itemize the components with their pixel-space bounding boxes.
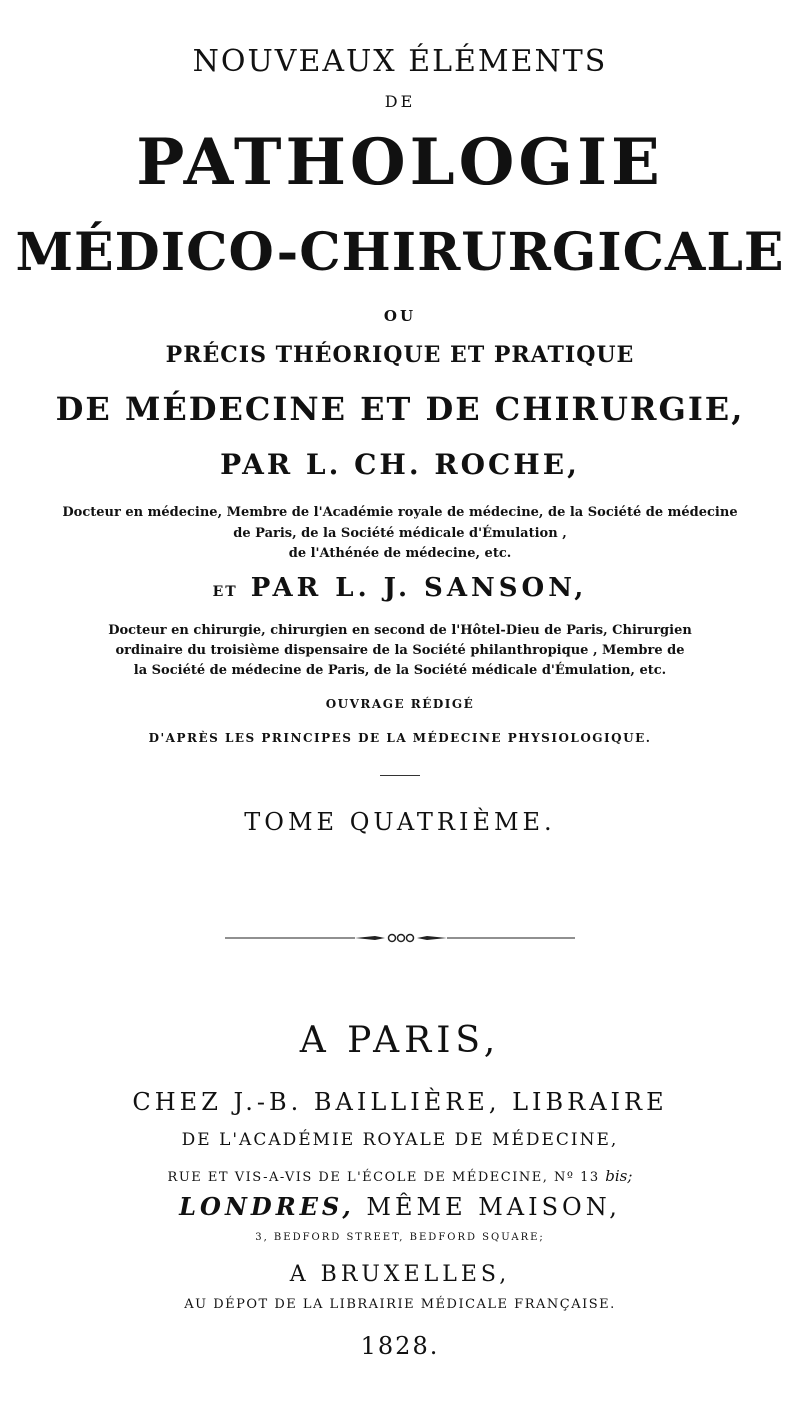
author-sanson-desc-2: ordinaire du troisième dispensaire de la Société philanthropique , Membre de bbox=[115, 643, 685, 658]
author-sanson-desc-1: Docteur en chirurgie, chirurgien en second de l'Hôtel-Dieu de Paris, Chirurgien bbox=[108, 623, 692, 638]
ouvrage-principes: D'APRÈS LES PRINCIPES DE LA MÉDECINE PHYSIOLOGIQUE. bbox=[148, 731, 652, 745]
author-roche-desc-3: de l'Athénée de médecine, etc. bbox=[288, 546, 512, 561]
ornamental-rule bbox=[225, 932, 575, 944]
title-medico-chirurgicale: MÉDICO-CHIRURGICALE bbox=[15, 222, 785, 283]
publisher-depot: AU DÉPOT DE LA LIBRAIRIE MÉDICALE FRANÇAISE. bbox=[184, 1297, 616, 1312]
subtitle-medecine-chirurgie: DE MÉDECINE ET DE CHIRURGIE, bbox=[55, 390, 745, 428]
subtitle-precis: PRÉCIS THÉORIQUE ET PRATIQUE bbox=[165, 342, 635, 368]
author-roche-desc-1: Docteur en médecine, Membre de l'Académie royale de médecine, de la Société de médecine bbox=[62, 505, 738, 520]
author-sanson bbox=[0, 573, 800, 603]
short-rule-divider bbox=[380, 775, 420, 776]
author-sanson-prefix: ET bbox=[212, 584, 238, 600]
tome-label: TOME QUATRIÈME. bbox=[244, 808, 556, 836]
title-nouveaux-elements: NOUVEAUX ÉLÉMENTS bbox=[192, 44, 608, 79]
title-ou: OU bbox=[383, 307, 417, 325]
author-roche: PAR L. CH. ROCHE, bbox=[220, 448, 580, 481]
publisher-academie: DE L'ACADÉMIE ROYALE DE MÉDECINE, bbox=[181, 1130, 619, 1150]
author-sanson-name: PAR L. J. SANSON, bbox=[250, 573, 588, 603]
publisher-city: A PARIS, bbox=[299, 1020, 501, 1061]
publisher-bruxelles: A BRUXELLES, bbox=[289, 1262, 511, 1287]
publisher-londres bbox=[0, 1192, 800, 1221]
title-pathologie: PATHOLOGIE bbox=[136, 125, 664, 200]
publisher-londres-city: LONDRES, bbox=[179, 1192, 355, 1221]
publisher-address-bis: bis; bbox=[605, 1167, 633, 1185]
publication-year: 1828. bbox=[360, 1332, 440, 1360]
author-roche-desc-2: de Paris, de la Société médicale d'Émulation , bbox=[233, 526, 567, 541]
publisher-bailliere: CHEZ J.-B. BAILLIÈRE, LIBRAIRE bbox=[132, 1088, 668, 1116]
publisher-bedford-address: 3, BEDFORD STREET, BEDFORD SQUARE; bbox=[255, 1232, 545, 1243]
title-de: DE bbox=[384, 92, 416, 111]
publisher-address bbox=[0, 1167, 800, 1185]
publisher-londres-rest: MÊME MAISON, bbox=[366, 1193, 621, 1221]
author-sanson-desc-3: la Société de médecine de Paris, de la Société médicale d'Émulation, etc. bbox=[133, 663, 667, 678]
publisher-address-text: RUE ET VIS-A-VIS DE L'ÉCOLE DE MÉDECINE, Nº 13 bbox=[167, 1170, 600, 1185]
ouvrage-redige: OUVRAGE RÉDIGÉ bbox=[325, 697, 475, 711]
